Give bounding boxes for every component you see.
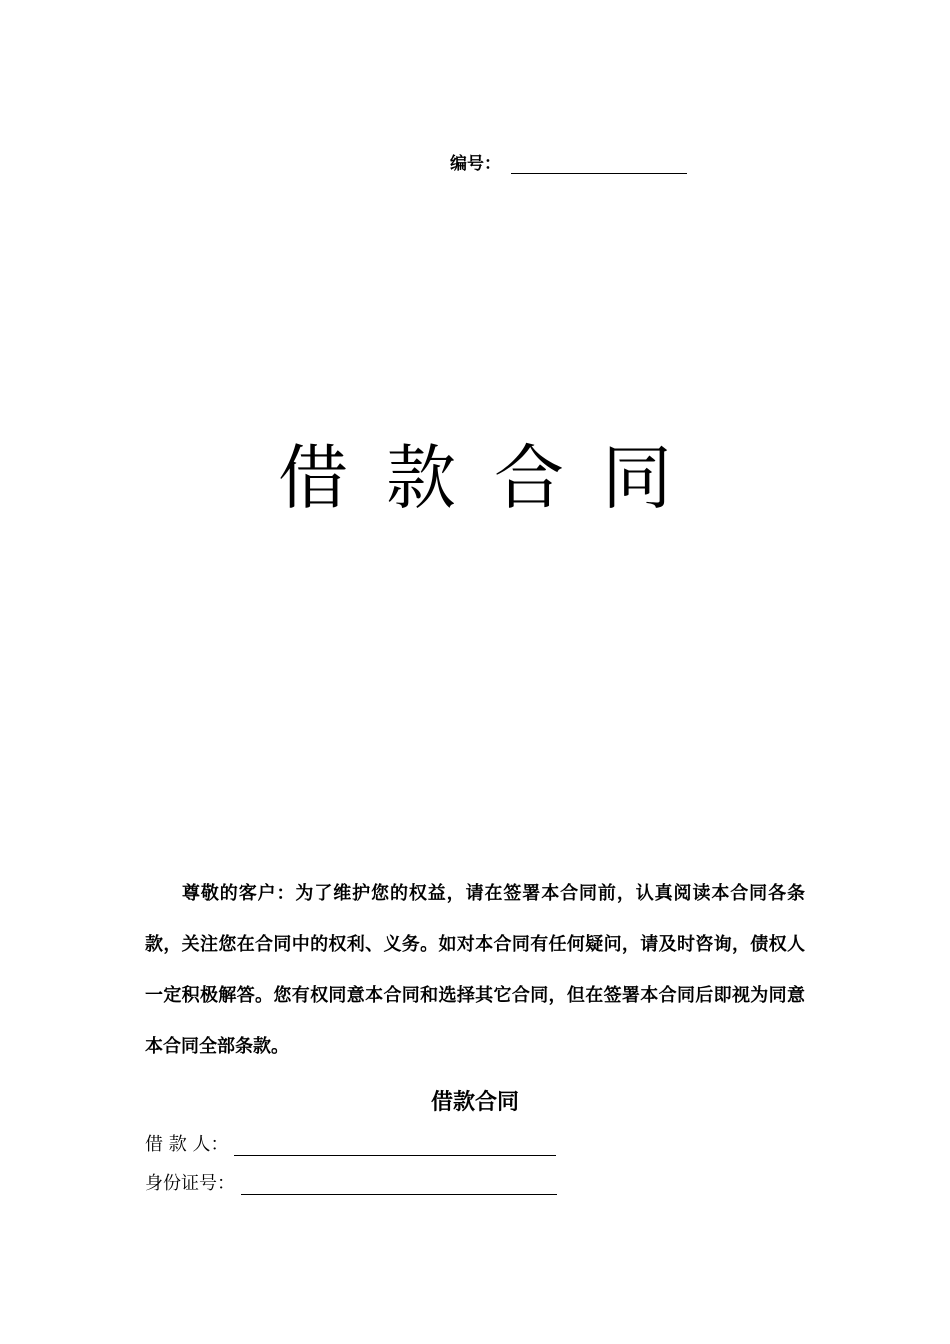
id-number-blank[interactable]: [241, 1174, 557, 1195]
cover-title: 借款合同: [278, 437, 710, 519]
borrower-label: 借 款 人：: [145, 1134, 229, 1155]
contract-number-row: [450, 148, 687, 174]
id-number-field-row: [145, 1167, 557, 1195]
borrower-field-row: [145, 1128, 556, 1156]
borrower-blank[interactable]: [234, 1135, 556, 1156]
contract-number-label: 编号：: [450, 154, 501, 174]
contract-title: 借款合同: [430, 1090, 519, 1115]
customer-notice: 尊敬的客户：为了维护您的权益，请在签署本合同前，认真阅读本合同各条款，关注您在合同中的权利、义务。如对本合同有任何疑问，请及时咨询，债权人一定积极解答。您有权同意本合同和选择其它合同，但在签署本合同后即视为同意本合同全部条款。: [145, 883, 805, 1057]
contract-number-blank[interactable]: [511, 155, 687, 174]
id-number-label: 身份证号：: [145, 1173, 235, 1194]
